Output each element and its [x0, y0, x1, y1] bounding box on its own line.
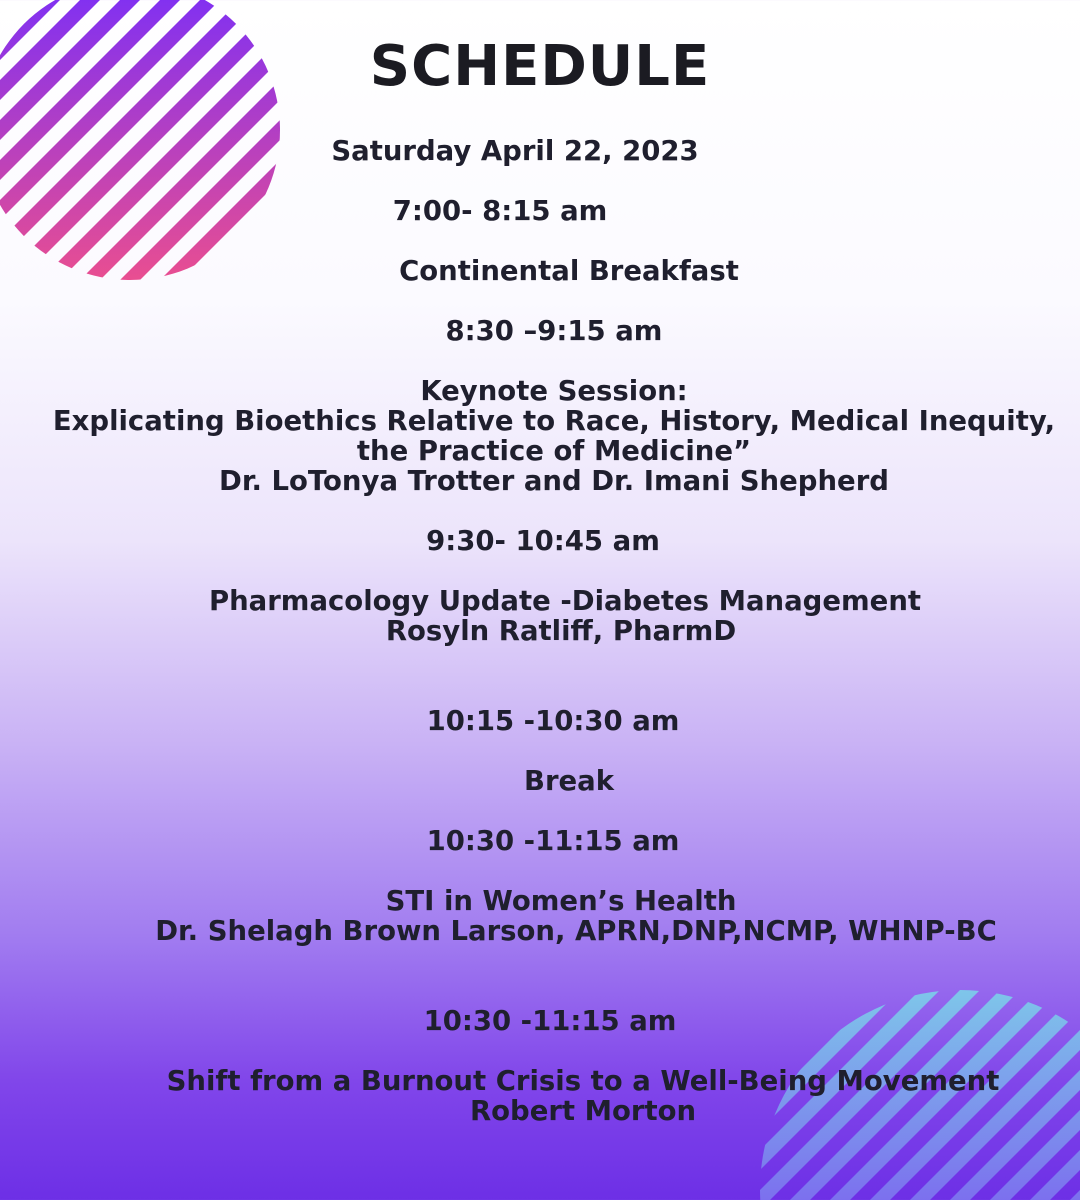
schedule-date: Saturday April 22, 2023 — [331, 135, 699, 167]
session-title: Continental Breakfast — [399, 255, 739, 287]
session-title: Shift from a Burnout Crisis to a Well-Being Movement — [166, 1065, 1000, 1097]
session-title: Break — [523, 765, 615, 797]
session-time: 10:15 -10:30 am — [426, 705, 680, 737]
session-speaker: Robert Morton — [469, 1095, 697, 1127]
session-speaker: Dr. Shelagh Brown Larson, APRN,DNP,NCMP, WHNP-BC — [155, 915, 997, 947]
session-time: 8:30 –9:15 am — [445, 315, 663, 347]
session-time: 10:30 -11:15 am — [426, 825, 680, 857]
page-title: SCHEDULE — [369, 34, 711, 99]
session-speaker: Rosyln Ratliff, PharmD — [385, 615, 737, 647]
session-time: 10:30 -11:15 am — [423, 1005, 677, 1037]
session-subtitle: the Practice of Medicine” — [356, 435, 752, 467]
session-speaker: Dr. LoTonya Trotter and Dr. Imani Shepherd — [219, 465, 889, 497]
session-title: Keynote Session: — [420, 375, 688, 407]
session-title: Pharmacology Update -Diabetes Management — [208, 585, 922, 617]
session-time: 9:30- 10:45 am — [426, 525, 660, 557]
session-subtitle: Explicating Bioethics Relative to Race, History, Medical Inequity, — [52, 405, 1056, 437]
session-title: STI in Women’s Health — [385, 885, 737, 917]
session-time: 7:00- 8:15 am — [392, 195, 608, 227]
